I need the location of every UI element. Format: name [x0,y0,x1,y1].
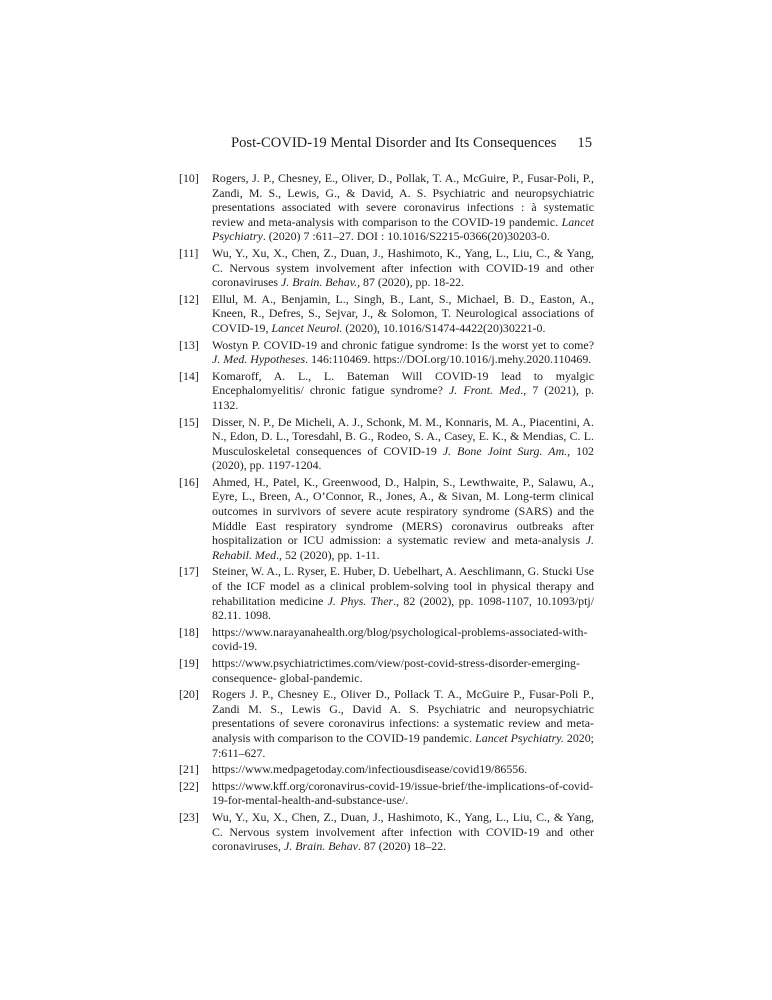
reference-text [212,171,594,244]
reference-number: [18] [179,624,199,639]
reference-segment: . 87 (2020) 18–22. [357,839,447,854]
reference-segment: 2020; 7:611–627. [212,730,594,760]
reference-segment: Disser, N. P., De Micheli, A. J., Schonk, M. M., Konnaris, M. A., Piacentini, A. N., Edon, D. L., Toresdahl, B. G., Rodeo, S. A., Casey, E. K., & Mendias, C. L. Musculoskeletal consequences of COVID-19 [212,414,594,458]
reference-journal: J. Med. Hypotheses [212,352,306,367]
reference-text [212,338,594,367]
running-head [178,134,594,152]
reference-segment: Rogers J. P., Chesney E., Oliver D., Pollack T. A., McGuire P., Fusar-Poli P., Zandi M. S., Lewis G., David A. S. Psychiatric and neuropsychiatric presentations of severe coronavirus infections: a systematic review and meta-analysis with comparison to the COVID-19 pandemic. [212,687,594,745]
running-head-title: Post-COVID-19 Mental Disorder and Its Consequences [231,135,557,151]
reference-text [212,369,594,413]
reference-text [212,292,594,336]
reference-segment: 102 (2020), pp. 1197-1204. [212,443,594,473]
reference-journal: J. Brain. Behav., [281,275,361,290]
reference-journal: J. Rehabil. Med [212,533,594,562]
reference-segment: ., 7 (2021), p. 1132. [212,383,594,412]
reference-item [179,475,594,563]
reference-item [179,246,594,290]
reference-text [212,762,594,777]
reference-segment: https://www.psychiatrictimes.com/view/post-covid-stress-disorder-emerging-consequence- global-pandemic. [212,656,580,685]
reference-item [179,415,594,473]
reference-segment: ., 52 (2020), pp. 1-11. [276,547,380,562]
reference-segment: Steiner, W. A., L. Ryser, E. Huber, D. Uebelhart, A. Aeschlimann, G. Stucki Use of the ICF model as a clinical problem-solving tool in physical therapy and rehabilitation medicine [212,564,594,608]
reference-number: [17] [179,564,199,579]
reference-segment: Ellul, M. A., Benjamin, L., Singh, B., Lant, S., Michael, B. D., Easton, A., Kneen, R., Defres, S., Sejvar, J., & Solomon, T. Neurological associations of COVID-19, [212,291,594,335]
reference-segment: ., 82 (2002), pp. 1098-1107, 10.1093/ptj/ 82.11. 1098. [212,593,594,623]
reference-item [179,687,594,760]
reference-number: [10] [179,171,199,185]
reference-number: [22] [179,778,199,793]
reference-number: [11] [179,245,199,260]
page-number: 15 [577,135,592,151]
reference-number: [23] [179,809,199,824]
reference-journal: Lancet Psychiatry [212,214,594,244]
reference-segment: https://www.narayanahealth.org/blog/psychological-problems-associated-with-covid-19. [212,624,588,654]
reference-journal: Lancet Psychiatry. [475,730,564,745]
reference-journal: J. Brain. Behav [283,839,358,854]
reference-segment: Komaroff, A. L., L. Bateman Will COVID-19 lead to myalgic Encephalomyelitis/ chronic fatigue syndrome? [212,368,594,398]
reference-item [179,779,594,808]
reference-item [179,564,594,622]
reference-list [179,171,594,856]
reference-number: [12] [179,291,199,306]
reference-segment: Rogers, J. P., Chesney, E., Oliver, D., Pollak, T. A., McGuire, P., Fusar-Poli, P., Zandi, M. S., Lewis, G., & David, A. S. Psychiatric and neuropsychiatric presentations associated with severe coronavirus infections : à systematic review and meta-analysis with comparison to the COVID-19 pandemic. [212,171,594,229]
reference-text [212,687,594,760]
reference-segment: . (2020) 7 :611–27. DOI : 10.1016/S2215-0366(20)30203-0. [262,229,550,244]
reference-number: [20] [179,687,199,702]
reference-journal: J. Front. Med [449,383,521,398]
reference-item [179,656,594,685]
reference-number: [19] [179,656,199,670]
reference-number: [13] [179,337,199,352]
reference-journal: J. Phys. Ther [327,593,394,608]
reference-item [179,292,594,336]
reference-text [212,246,594,290]
reference-journal: J. Bone Joint Surg. Am., [442,443,571,458]
reference-text [212,475,594,563]
reference-text [212,779,594,808]
reference-segment: Wu, Y., Xu, X., Chen, Z., Duan, J., Hashimoto, K., Yang, L., Liu, C., & Yang, C. Nervous system involvement after infection with COVID-19 and other coronaviruses, [212,809,594,854]
reference-number: [14] [179,368,199,383]
reference-segment: Wostyn P. COVID-19 and chronic fatigue syndrome: Is the worst yet to come? [212,337,594,352]
reference-segment: https://www.kff.org/coronavirus-covid-19/issue-brief/the-implications-of-covid-19-for-mental-health-and-substance-use/. [212,778,594,808]
reference-number: [21] [179,762,199,777]
reference-segment: Ahmed, H., Patel, K., Greenwood, D., Halpin, S., Lewthwaite, P., Salawu, A., Eyre, L., Breen, A., O’Connor, R., Jones, A., & Sivan, M. Long-term clinical outcomes in survivors of severe acute respiratory syndrome (SARS) and the Middle East respiratory syndrome (MERS) coronavirus outbreaks after hospitalization or ICU admission: a systematic review and meta-analysis [212,474,594,548]
reference-text [212,625,594,654]
reference-item [179,369,594,413]
reference-item [179,171,594,244]
reference-item [179,625,594,654]
reference-segment: (2020), 10.1016/S1474-4422(20)30221-0. [342,320,546,335]
reference-segment: Wu, Y., Xu, X., Chen, Z., Duan, J., Hashimoto, K., Yang, L., Liu, C., & Yang, C. Nervous system involvement after infection with COVID-19 and other coronaviruses [212,245,594,290]
reference-text [212,415,594,473]
reference-text [212,810,594,854]
reference-number: [15] [179,414,199,429]
reference-item [179,810,594,854]
reference-segment: 87 (2020), pp. 18-22. [360,275,465,290]
reference-segment: https://www.medpagetoday.com/infectiousdisease/covid19/86556. [212,762,528,777]
reference-text [212,564,594,622]
reference-segment: . 146:110469. https://DOI.org/10.1016/j.mehy.2020.110469. [305,352,592,367]
reference-item [179,762,594,777]
reference-journal: Lancet Neurol. [271,320,343,335]
reference-text [212,656,594,685]
reference-number: [16] [179,474,199,489]
reference-item [179,338,594,367]
